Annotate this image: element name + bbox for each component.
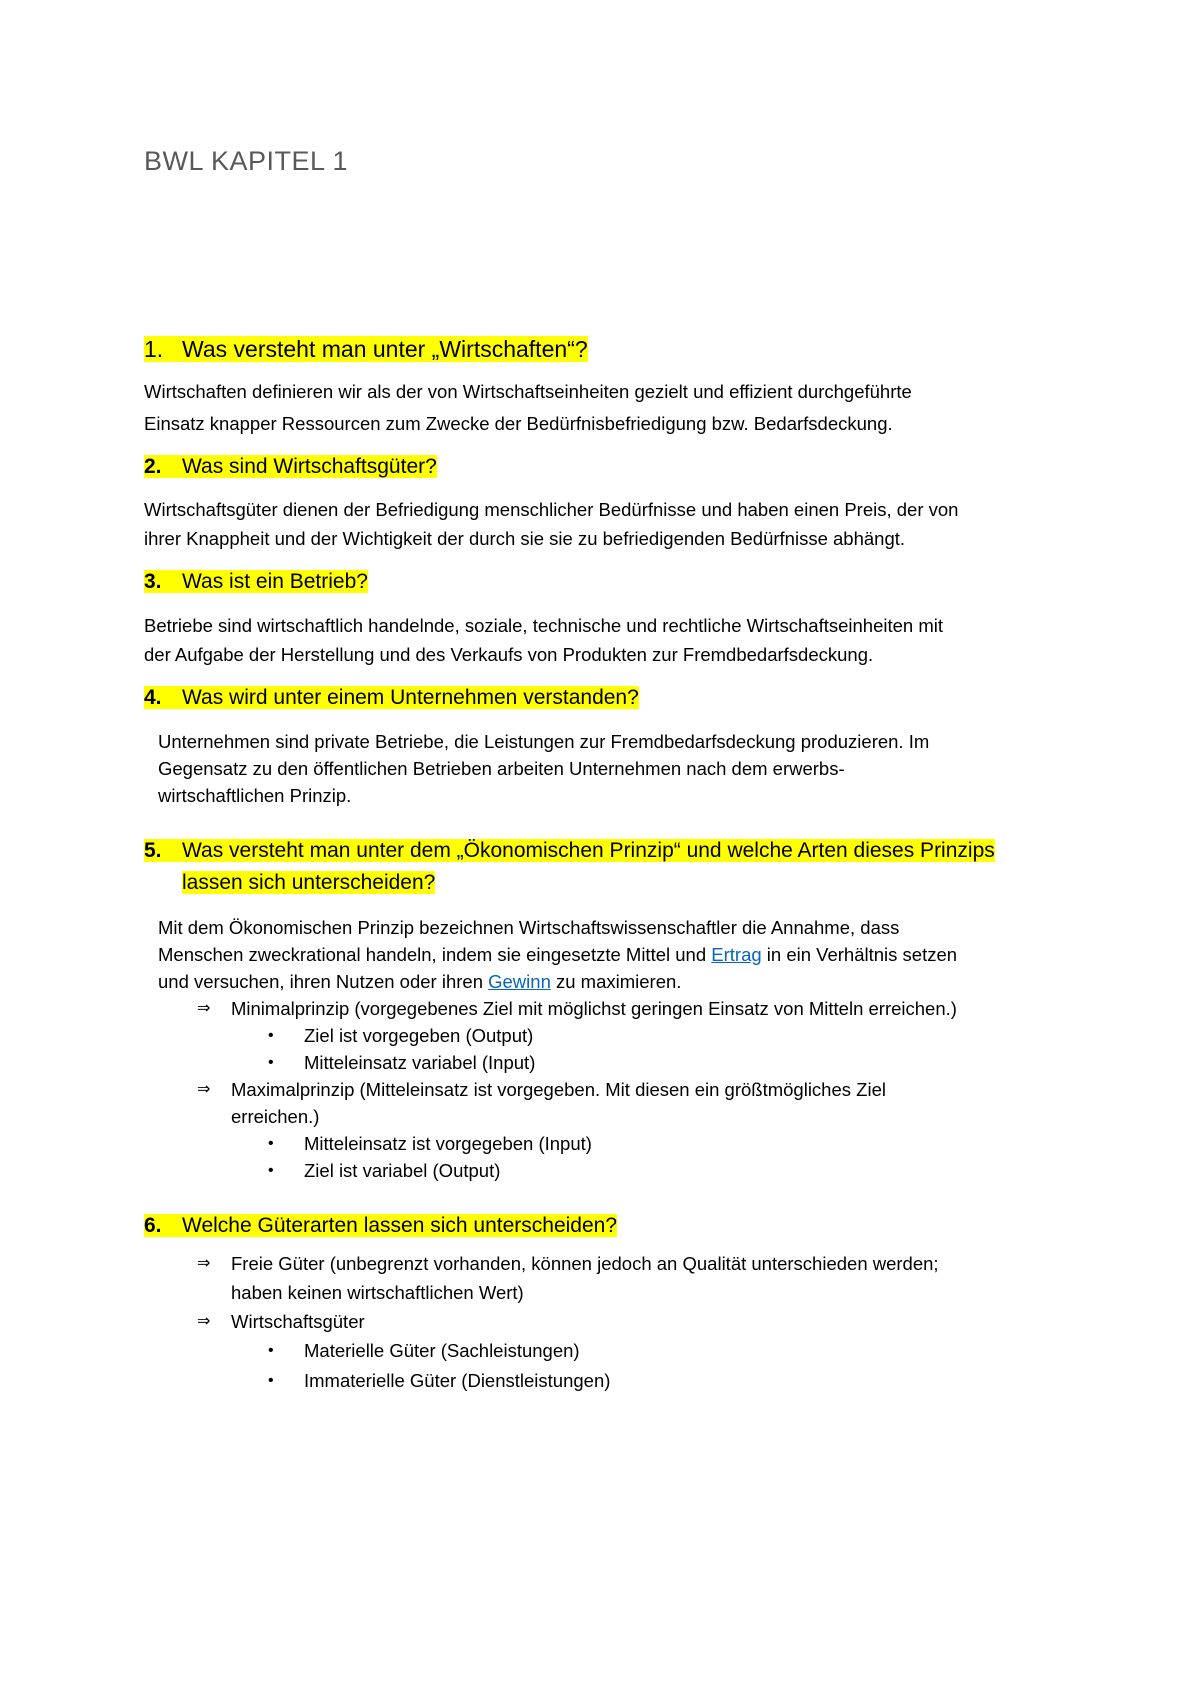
question-6: [144, 1210, 617, 1242]
freie-gueter-text-line-1: Freie Güter (unbegrenzt vorhanden, können jedoch an Qualität unterschieden werden;: [231, 1253, 939, 1274]
freie-gueter-item: [197, 1250, 939, 1277]
maximal-bullet-1: [268, 1130, 592, 1157]
question-2-highlight: [144, 455, 437, 478]
answer-4-line-1: Unternehmen sind private Betriebe, die Leistungen zur Fremdbedarfsdeckung produzieren. Im: [158, 731, 930, 752]
question-4-text: Was wird unter einem Unternehmen verstanden?: [182, 686, 639, 709]
answer-1-line-1: Wirtschaften definieren wir als der von Wirtschaftseinheiten gezielt und effizient durchgeführte: [144, 381, 912, 402]
maximal-bullet-2-text: Ziel ist variabel (Output): [304, 1160, 501, 1181]
minimal-bullet-2-text: Mitteleinsatz variabel (Input): [304, 1052, 536, 1073]
answer-5-line-2-text: Menschen zweckrational handeln, indem sie eingesetzte Mittel und: [158, 944, 712, 965]
gewinn-link[interactable]: Gewinn: [488, 971, 551, 992]
answer-1-line-2: Einsatz knapper Ressourcen zum Zwecke der Bedürfnisbefriedigung bzw. Bedarfsdeckung.: [144, 413, 893, 434]
question-4: [144, 682, 639, 714]
gueter-bullet-1-text: Materielle Güter (Sachleistungen): [304, 1340, 580, 1361]
question-5-number: 5.: [144, 839, 162, 862]
question-2-number: 2.: [144, 455, 162, 478]
document-title: BWL KAPITEL 1: [144, 146, 349, 176]
freie-gueter-item-continued: [231, 1279, 524, 1306]
minimal-bullet-1: [268, 1022, 534, 1049]
arrow-icon: ⇒: [197, 1255, 211, 1272]
bullet-icon: •: [268, 1162, 274, 1179]
question-5-highlight-line-1: [144, 839, 995, 862]
maximalprinzip-item-continued: [231, 1103, 319, 1130]
question-5-continued: [182, 867, 435, 899]
gueter-bullet-2-text: Immaterielle Güter (Dienstleistungen): [304, 1370, 611, 1391]
answer-5-line-3-rest: zu maximieren.: [550, 971, 682, 992]
question-5-highlight-line-2: [182, 871, 435, 894]
maximalprinzip-item: [197, 1076, 886, 1103]
question-6-text: Welche Güterarten lassen sich unterscheiden?: [182, 1214, 618, 1237]
question-2: [144, 451, 437, 483]
bullet-icon: •: [268, 1342, 274, 1359]
answer-5-line-3: [158, 968, 681, 995]
arrow-icon: ⇒: [197, 1000, 211, 1017]
gueter-bullet-1: [268, 1337, 580, 1364]
maximalprinzip-text-line-1: Maximalprinzip (Mitteleinsatz ist vorgegeben. Mit diesen ein größtmögliches Ziel: [231, 1079, 886, 1100]
minimalprinzip-text: Minimalprinzip (vorgegebenes Ziel mit möglichst geringen Einsatz von Mitteln erreichen.): [231, 998, 957, 1019]
answer-4-line-3: wirtschaftlichen Prinzip.: [158, 785, 352, 806]
gueter-bullet-2: [268, 1367, 611, 1394]
bullet-icon: •: [268, 1027, 274, 1044]
answer-5-line-1: Mit dem Ökonomischen Prinzip bezeichnen Wirtschaftswissenschaftler die Annahme, dass: [158, 917, 900, 938]
answer-2-line-1: Wirtschaftsgüter dienen der Befriedigung menschlicher Bedürfnisse und haben einen Preis, der von: [144, 499, 959, 520]
arrow-icon: ⇒: [197, 1081, 211, 1098]
question-3-number: 3.: [144, 570, 162, 593]
question-1: [144, 333, 588, 365]
minimal-bullet-2: [268, 1049, 536, 1076]
question-3-text: Was ist ein Betrieb?: [182, 570, 368, 593]
bullet-icon: •: [268, 1372, 274, 1389]
question-6-number: 6.: [144, 1214, 162, 1237]
answer-3-line-2: der Aufgabe der Herstellung und des Verkaufs von Produkten zur Fremdbedarfsdeckung.: [144, 644, 874, 665]
question-5: [144, 835, 995, 867]
question-3: [144, 566, 368, 598]
maximal-bullet-2: [268, 1157, 501, 1184]
answer-5-line-2-rest: in ein Verhältnis setzen: [761, 944, 958, 965]
question-5-text-line-1: Was versteht man unter dem „Ökonomischen Prinzip“ und welche Arten dieses Prinzips: [182, 839, 995, 862]
maximalprinzip-text-line-2: erreichen.): [231, 1106, 320, 1127]
question-4-number: 4.: [144, 686, 162, 709]
question-1-highlight: [144, 336, 588, 362]
answer-5-line-3-text: und versuchen, ihren Nutzen oder ihren: [158, 971, 489, 992]
answer-2-line-2: ihrer Knappheit und der Wichtigkeit der durch sie sie zu befriedigenden Bedürfnisse abhängt.: [144, 528, 906, 549]
question-4-highlight: [144, 686, 639, 709]
ertrag-link[interactable]: Ertrag: [711, 944, 762, 965]
wirtschaftsgueter-item: [197, 1308, 365, 1335]
maximal-bullet-1-text: Mitteleinsatz ist vorgegeben (Input): [304, 1133, 592, 1154]
bullet-icon: •: [268, 1054, 274, 1071]
answer-5-line-2: [158, 941, 957, 968]
arrow-icon: ⇒: [197, 1313, 211, 1330]
question-3-highlight: [144, 570, 368, 593]
question-5-text-line-2: lassen sich unterscheiden?: [182, 871, 436, 894]
minimalprinzip-item: [197, 995, 957, 1022]
question-1-text: Was versteht man unter „Wirtschaften“?: [182, 336, 588, 362]
question-1-number: 1.: [144, 336, 164, 362]
answer-4-line-2: Gegensatz zu den öffentlichen Betrieben arbeiten Unternehmen nach dem erwerbs-: [158, 758, 845, 779]
bullet-icon: •: [268, 1135, 274, 1152]
freie-gueter-text-line-2: haben keinen wirtschaftlichen Wert): [231, 1282, 524, 1303]
answer-3-line-1: Betriebe sind wirtschaftlich handelnde, soziale, technische und rechtliche Wirtschaftseinheiten mit: [144, 615, 943, 636]
minimal-bullet-1-text: Ziel ist vorgegeben (Output): [304, 1025, 534, 1046]
wirtschaftsgueter-text: Wirtschaftsgüter: [231, 1311, 365, 1332]
question-2-text: Was sind Wirtschaftsgüter?: [182, 455, 437, 478]
question-6-highlight: [144, 1214, 617, 1237]
